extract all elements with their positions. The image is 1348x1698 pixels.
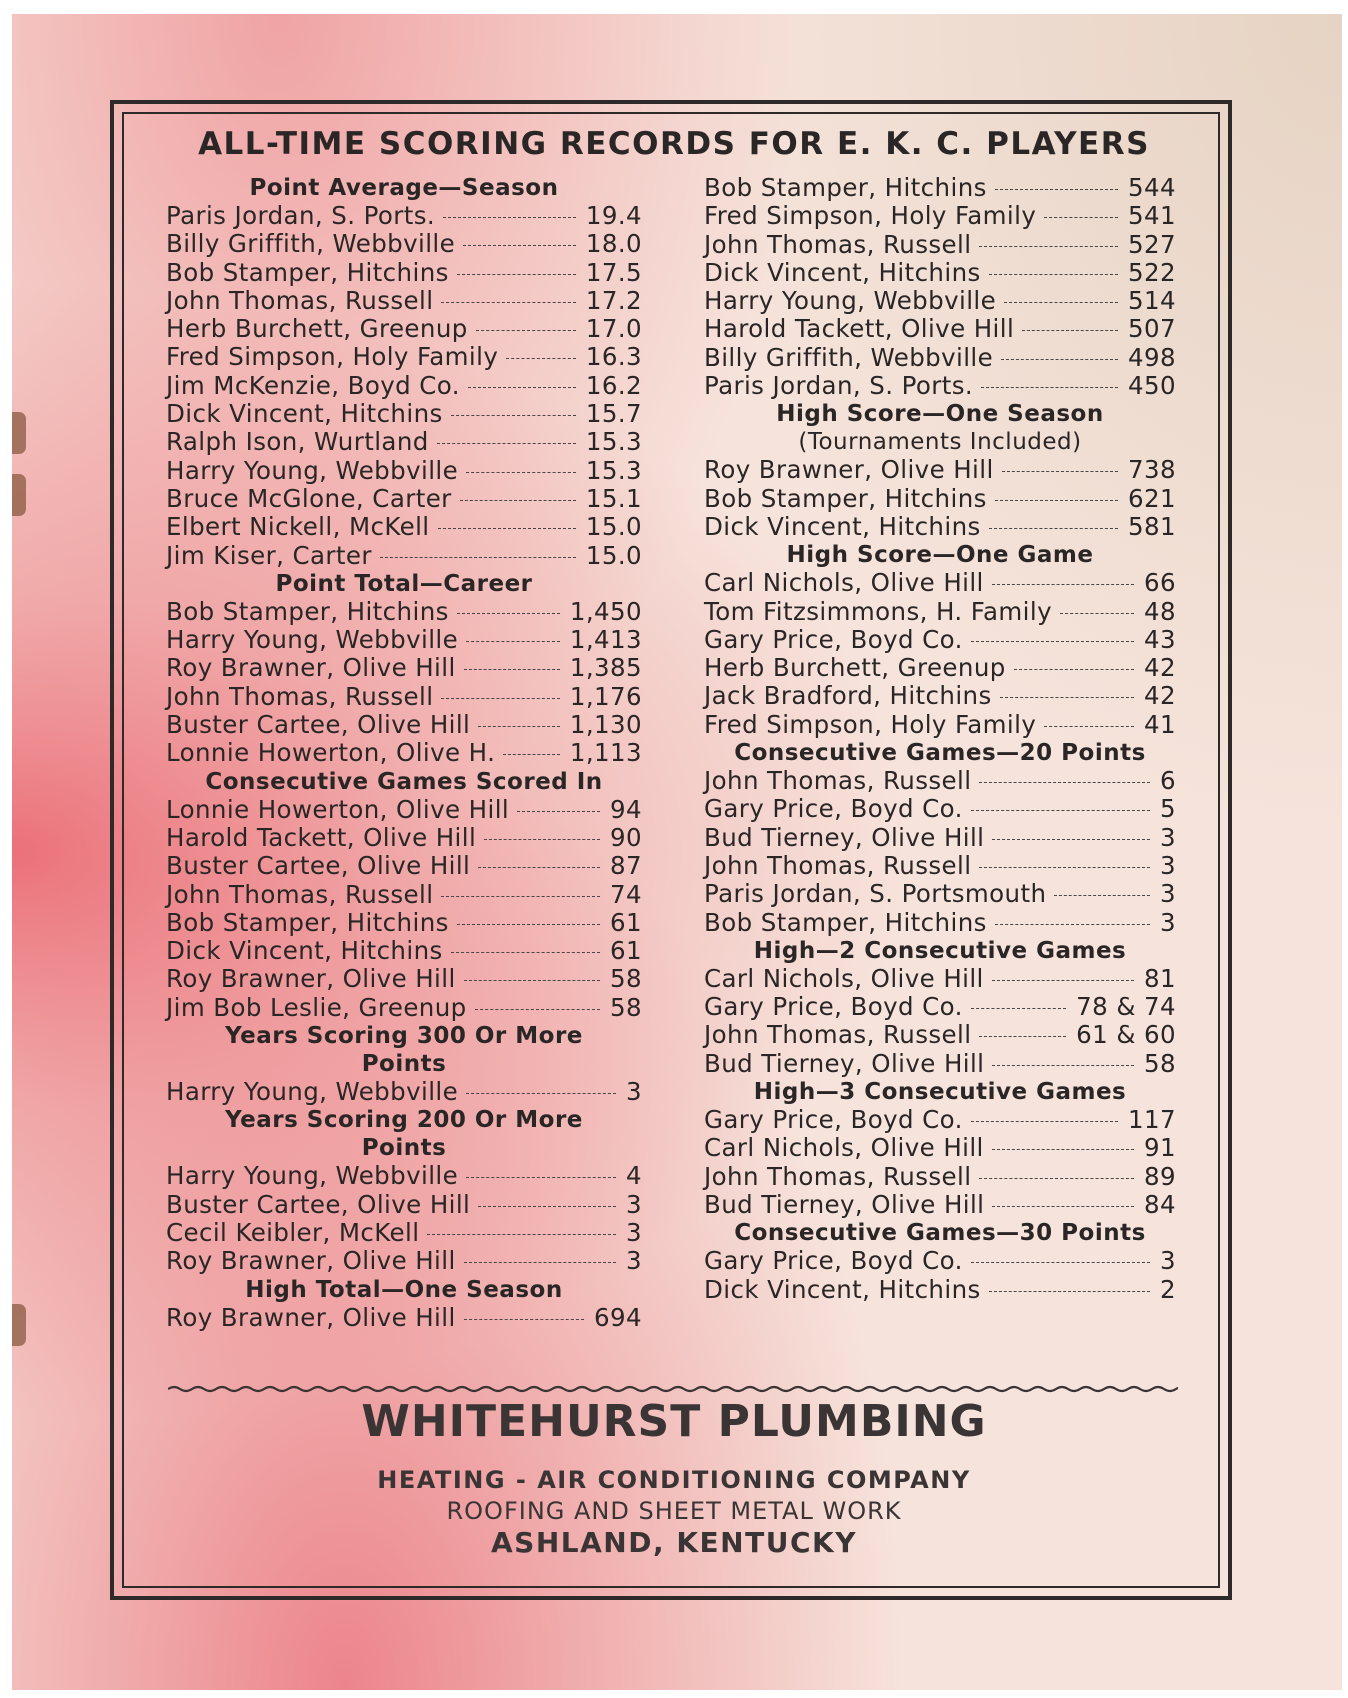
record-value: 91 bbox=[1144, 1133, 1176, 1163]
record-row bbox=[166, 965, 642, 993]
leader-dots bbox=[466, 641, 560, 642]
record-value: 522 bbox=[1128, 257, 1176, 287]
record-row bbox=[166, 1247, 642, 1275]
left-column bbox=[166, 174, 642, 1332]
record-value: 41 bbox=[1144, 709, 1176, 739]
record-value: 17.2 bbox=[585, 285, 642, 315]
player-name: Jim Kiser, Carter bbox=[166, 540, 372, 570]
record-row bbox=[704, 1276, 1176, 1304]
leader-dots bbox=[971, 1262, 1150, 1263]
record-value: 507 bbox=[1128, 314, 1176, 344]
record-row bbox=[166, 1162, 642, 1190]
record-row bbox=[166, 372, 642, 400]
leader-dots bbox=[1022, 330, 1118, 331]
record-value: 738 bbox=[1128, 455, 1176, 485]
player-name: John Thomas, Russell bbox=[166, 681, 434, 711]
record-row bbox=[704, 1247, 1176, 1275]
record-row bbox=[704, 1021, 1176, 1049]
record-value: 3 bbox=[1160, 850, 1176, 880]
player-name: Paris Jordan, S. Portsmouth bbox=[704, 879, 1047, 909]
leader-dots bbox=[464, 669, 560, 670]
player-name: Harold Tackett, Olive Hill bbox=[166, 822, 477, 852]
player-name: Dick Vincent, Hitchins bbox=[166, 399, 443, 429]
record-row bbox=[166, 315, 642, 343]
record-row bbox=[704, 626, 1176, 654]
record-row bbox=[166, 457, 642, 485]
ad-services-secondary: ROOFING AND SHEET METAL WORK bbox=[446, 1497, 902, 1525]
section-header: High Total—One Season bbox=[245, 1276, 563, 1303]
record-value: 15.0 bbox=[585, 540, 642, 570]
record-value: 15.1 bbox=[585, 483, 642, 513]
record-row bbox=[166, 739, 642, 767]
record-row bbox=[166, 542, 642, 570]
leader-dots bbox=[463, 245, 576, 246]
record-row bbox=[166, 259, 642, 287]
player-name: Herb Burchett, Greenup bbox=[704, 653, 1006, 683]
record-row bbox=[704, 1163, 1176, 1191]
player-name: Paris Jordan, S. Ports. bbox=[704, 371, 974, 401]
player-name: Roy Brawner, Olive Hill bbox=[166, 964, 456, 994]
section-subheader: (Tournaments Included) bbox=[798, 429, 1082, 456]
record-value: 43 bbox=[1144, 624, 1176, 654]
record-value: 581 bbox=[1128, 511, 1176, 541]
section-header-continued: Points bbox=[361, 1051, 447, 1078]
record-row bbox=[166, 852, 642, 880]
record-row bbox=[166, 994, 642, 1022]
record-row bbox=[166, 683, 642, 711]
player-name: Carl Nichols, Olive Hill bbox=[704, 1133, 984, 1163]
player-name: Jim McKenzie, Boyd Co. bbox=[166, 370, 460, 400]
record-value: 3 bbox=[626, 1189, 642, 1219]
record-row bbox=[704, 315, 1176, 343]
player-name: John Thomas, Russell bbox=[704, 1020, 972, 1050]
section-header: Consecutive Games Scored In bbox=[205, 768, 603, 795]
player-name: Elbert Nickell, McKell bbox=[166, 512, 430, 542]
record-row bbox=[166, 202, 642, 230]
section-header: Consecutive Games—20 Points bbox=[734, 740, 1146, 767]
record-row bbox=[704, 909, 1176, 937]
record-row bbox=[166, 1191, 642, 1219]
player-name: Harold Tackett, Olive Hill bbox=[704, 314, 1015, 344]
player-name: Gary Price, Boyd Co. bbox=[704, 624, 963, 654]
leader-dots bbox=[1054, 895, 1150, 896]
player-name: Bruce McGlone, Carter bbox=[166, 483, 452, 513]
record-row bbox=[166, 230, 642, 258]
leader-dots bbox=[437, 443, 576, 444]
record-value: 58 bbox=[1144, 1048, 1176, 1078]
leader-dots bbox=[971, 810, 1150, 811]
leader-dots bbox=[981, 387, 1118, 388]
record-value: 19.4 bbox=[585, 201, 642, 230]
record-row bbox=[704, 711, 1176, 739]
binder-ring bbox=[12, 474, 26, 516]
player-name: Bob Stamper, Hitchins bbox=[166, 596, 449, 626]
leader-dots bbox=[995, 924, 1150, 925]
record-value: 16.3 bbox=[585, 342, 642, 372]
record-row bbox=[704, 824, 1176, 852]
leader-dots bbox=[979, 1036, 1066, 1037]
record-row bbox=[704, 259, 1176, 287]
record-row bbox=[704, 569, 1176, 597]
record-row bbox=[704, 513, 1176, 541]
record-value: 94 bbox=[610, 794, 642, 824]
leader-dots bbox=[989, 1291, 1150, 1292]
leader-dots bbox=[1044, 217, 1118, 218]
ad-location: ASHLAND, KENTUCKY bbox=[491, 1526, 857, 1559]
record-value: 90 bbox=[610, 822, 642, 852]
record-row bbox=[166, 598, 642, 626]
record-row bbox=[704, 1106, 1176, 1134]
record-value: 48 bbox=[1144, 596, 1176, 626]
record-value: 1,113 bbox=[569, 738, 642, 768]
player-name: Gary Price, Boyd Co. bbox=[704, 992, 963, 1022]
record-row bbox=[166, 343, 642, 371]
page-title: ALL-TIME SCORING RECORDS FOR E. K. C. PLAYERS bbox=[198, 126, 1150, 162]
player-name: Buster Cartee, Olive Hill bbox=[166, 710, 471, 740]
leader-dots bbox=[476, 330, 576, 331]
record-row bbox=[166, 909, 642, 937]
leader-dots bbox=[468, 387, 576, 388]
record-value: 6 bbox=[1160, 766, 1176, 796]
player-name: John Thomas, Russell bbox=[166, 879, 434, 909]
player-name: Fred Simpson, Holy Family bbox=[704, 201, 1037, 231]
record-row bbox=[704, 767, 1176, 795]
record-value: 1,413 bbox=[569, 625, 642, 655]
player-name: Billy Griffith, Webbville bbox=[704, 342, 994, 372]
player-name: Bob Stamper, Hitchins bbox=[166, 257, 449, 287]
leader-dots bbox=[441, 896, 600, 897]
record-row bbox=[166, 881, 642, 909]
record-value: 1,450 bbox=[569, 596, 642, 626]
record-row bbox=[166, 400, 642, 428]
leader-dots bbox=[1044, 726, 1134, 727]
player-name: Roy Brawner, Olive Hill bbox=[166, 1302, 456, 1332]
leader-dots bbox=[457, 274, 576, 275]
player-name: Dick Vincent, Hitchins bbox=[704, 1274, 981, 1304]
leader-dots bbox=[992, 584, 1134, 585]
record-row bbox=[166, 287, 642, 315]
player-name: Bob Stamper, Hitchins bbox=[704, 907, 987, 937]
player-name: John Thomas, Russell bbox=[704, 1161, 972, 1191]
player-name: Gary Price, Boyd Co. bbox=[704, 794, 963, 824]
player-name: Bob Stamper, Hitchins bbox=[704, 173, 987, 202]
leader-dots bbox=[478, 726, 560, 727]
record-row bbox=[166, 711, 642, 739]
record-value: 17.0 bbox=[585, 314, 642, 344]
leader-dots bbox=[1000, 697, 1134, 698]
record-value: 58 bbox=[610, 992, 642, 1022]
player-name: Paris Jordan, S. Ports. bbox=[166, 201, 436, 230]
record-value: 621 bbox=[1128, 483, 1176, 513]
player-name: Roy Brawner, Olive Hill bbox=[166, 1246, 456, 1276]
record-value: 16.2 bbox=[585, 370, 642, 400]
leader-dots bbox=[1001, 359, 1118, 360]
leader-dots bbox=[464, 1319, 584, 1320]
record-value: 74 bbox=[610, 879, 642, 909]
section-header: High—3 Consecutive Games bbox=[753, 1079, 1127, 1106]
record-row bbox=[704, 485, 1176, 513]
record-value: 18.0 bbox=[585, 229, 642, 259]
record-value: 81 bbox=[1144, 963, 1176, 993]
player-name: Fred Simpson, Holy Family bbox=[704, 709, 1037, 739]
leader-dots bbox=[478, 1206, 616, 1207]
leader-dots bbox=[989, 274, 1118, 275]
record-row bbox=[166, 937, 642, 965]
record-row bbox=[704, 287, 1176, 315]
record-value: 61 bbox=[610, 936, 642, 966]
player-name: John Thomas, Russell bbox=[704, 850, 972, 880]
record-row bbox=[704, 1134, 1176, 1162]
binder-ring bbox=[12, 1304, 26, 1346]
player-name: Bob Stamper, Hitchins bbox=[166, 907, 449, 937]
player-name: Carl Nichols, Olive Hill bbox=[704, 963, 984, 993]
record-value: 87 bbox=[610, 851, 642, 881]
player-name: Gary Price, Boyd Co. bbox=[704, 1246, 963, 1276]
record-row bbox=[166, 1304, 642, 1332]
player-name: John Thomas, Russell bbox=[704, 229, 972, 259]
player-name: Herb Burchett, Greenup bbox=[166, 314, 468, 344]
player-name: Jim Bob Leslie, Greenup bbox=[166, 992, 467, 1022]
record-value: 17.5 bbox=[585, 257, 642, 287]
leader-dots bbox=[995, 189, 1118, 190]
leader-dots bbox=[503, 754, 560, 755]
leader-dots bbox=[1004, 302, 1118, 303]
leader-dots bbox=[1060, 613, 1134, 614]
record-row bbox=[704, 344, 1176, 372]
record-row bbox=[704, 654, 1176, 682]
record-row bbox=[166, 513, 642, 541]
section-header: High Score—One Season bbox=[776, 401, 1104, 428]
player-name: John Thomas, Russell bbox=[704, 766, 972, 796]
player-name: Dick Vincent, Hitchins bbox=[166, 936, 443, 966]
record-value: 15.7 bbox=[585, 399, 642, 429]
record-row bbox=[166, 796, 642, 824]
right-column bbox=[704, 174, 1176, 1304]
player-name: Harry Young, Webbville bbox=[166, 625, 459, 655]
record-value: 3 bbox=[1160, 1246, 1176, 1276]
record-row bbox=[704, 598, 1176, 626]
player-name: Harry Young, Webbville bbox=[166, 455, 459, 485]
record-row bbox=[704, 202, 1176, 230]
player-name: Harry Young, Webbville bbox=[166, 1077, 459, 1107]
player-name: John Thomas, Russell bbox=[166, 285, 434, 315]
leader-dots bbox=[466, 1177, 616, 1178]
record-value: 3 bbox=[626, 1246, 642, 1276]
record-value: 1,130 bbox=[569, 710, 642, 740]
record-row bbox=[704, 852, 1176, 880]
player-name: Cecil Keibler, McKell bbox=[166, 1217, 420, 1247]
section-header: Point Total—Career bbox=[275, 570, 533, 597]
leader-dots bbox=[457, 924, 600, 925]
binder-ring bbox=[12, 412, 26, 454]
section-header: High Score—One Game bbox=[786, 542, 1094, 569]
leader-dots bbox=[517, 811, 600, 812]
record-row bbox=[704, 456, 1176, 484]
leader-dots bbox=[475, 1009, 600, 1010]
record-row bbox=[166, 1078, 642, 1106]
leader-dots bbox=[460, 500, 576, 501]
record-value: 1,385 bbox=[569, 653, 642, 683]
record-value: 42 bbox=[1144, 653, 1176, 683]
leader-dots bbox=[992, 839, 1150, 840]
player-name: Roy Brawner, Olive Hill bbox=[704, 455, 994, 485]
record-value: 3 bbox=[1160, 822, 1176, 852]
leader-dots bbox=[992, 1206, 1134, 1207]
leader-dots bbox=[992, 1149, 1134, 1150]
player-name: Bud Tierney, Olive Hill bbox=[704, 1048, 985, 1078]
leader-dots bbox=[438, 528, 576, 529]
leader-dots bbox=[506, 358, 576, 359]
record-value: 15.3 bbox=[585, 427, 642, 457]
player-name: Billy Griffith, Webbville bbox=[166, 229, 456, 259]
leader-dots bbox=[380, 557, 576, 558]
record-row bbox=[704, 231, 1176, 259]
record-value: 3 bbox=[1160, 879, 1176, 909]
player-name: Lonnie Howerton, Olive H. bbox=[166, 738, 496, 768]
player-name: Bud Tierney, Olive Hill bbox=[704, 822, 985, 852]
leader-dots bbox=[457, 613, 560, 614]
record-value: 3 bbox=[626, 1217, 642, 1247]
leader-dots bbox=[441, 302, 575, 303]
section-header: Consecutive Games—30 Points bbox=[734, 1220, 1146, 1247]
record-row bbox=[166, 654, 642, 682]
section-header: Years Scoring 200 Or More bbox=[225, 1107, 583, 1134]
record-value: 3 bbox=[626, 1077, 642, 1107]
leader-dots bbox=[979, 1178, 1134, 1179]
record-row bbox=[704, 965, 1176, 993]
record-value: 2 bbox=[1160, 1274, 1176, 1304]
player-name: Ralph Ison, Wurtland bbox=[166, 427, 429, 457]
record-value: 5 bbox=[1160, 794, 1176, 824]
record-value: 78 & 74 bbox=[1076, 992, 1176, 1022]
record-value: 498 bbox=[1128, 342, 1176, 372]
wavy-divider bbox=[168, 1384, 1178, 1394]
player-name: Tom Fitzsimmons, H. Family bbox=[704, 596, 1052, 626]
leader-dots bbox=[971, 641, 1134, 642]
record-value: 694 bbox=[594, 1302, 642, 1332]
player-name: Buster Cartee, Olive Hill bbox=[166, 1189, 471, 1219]
leader-dots bbox=[484, 839, 600, 840]
leader-dots bbox=[451, 952, 600, 953]
record-value: 42 bbox=[1144, 681, 1176, 711]
record-row bbox=[704, 993, 1176, 1021]
record-value: 3 bbox=[1160, 907, 1176, 937]
leader-dots bbox=[1014, 669, 1134, 670]
player-name: Gary Price, Boyd Co. bbox=[704, 1105, 963, 1135]
record-row bbox=[704, 682, 1176, 710]
record-row bbox=[704, 1191, 1176, 1219]
leader-dots bbox=[1002, 471, 1118, 472]
section-header: Point Average—Season bbox=[249, 175, 559, 201]
record-value: 450 bbox=[1128, 371, 1176, 401]
leader-dots bbox=[989, 528, 1118, 529]
record-value: 544 bbox=[1128, 173, 1176, 202]
leader-dots bbox=[979, 782, 1150, 783]
leader-dots bbox=[464, 1262, 616, 1263]
record-row bbox=[166, 824, 642, 852]
record-value: 89 bbox=[1144, 1161, 1176, 1191]
leader-dots bbox=[971, 1008, 1066, 1009]
leader-dots bbox=[971, 1121, 1118, 1122]
player-name: Buster Cartee, Olive Hill bbox=[166, 851, 471, 881]
record-row bbox=[704, 1050, 1176, 1078]
leader-dots bbox=[995, 500, 1118, 501]
player-name: Dick Vincent, Hitchins bbox=[704, 511, 981, 541]
player-name: Fred Simpson, Holy Family bbox=[166, 342, 499, 372]
record-value: 1,176 bbox=[569, 681, 642, 711]
leader-dots bbox=[464, 980, 600, 981]
record-row bbox=[704, 372, 1176, 400]
section-header-continued: Points bbox=[361, 1135, 447, 1162]
record-row bbox=[166, 626, 642, 654]
record-value: 15.0 bbox=[585, 512, 642, 542]
player-name: Jack Bradford, Hitchins bbox=[704, 681, 992, 711]
ad-company-name: WHITEHURST PLUMBING bbox=[361, 1396, 987, 1447]
record-value: 58 bbox=[610, 964, 642, 994]
leader-dots bbox=[451, 415, 576, 416]
record-value: 61 bbox=[610, 907, 642, 937]
leader-dots bbox=[478, 867, 600, 868]
record-value: 15.3 bbox=[585, 455, 642, 485]
player-name: Bud Tierney, Olive Hill bbox=[704, 1189, 985, 1219]
record-value: 514 bbox=[1128, 286, 1176, 316]
record-row bbox=[704, 795, 1176, 823]
leader-dots bbox=[979, 867, 1150, 868]
record-row bbox=[166, 485, 642, 513]
player-name: Bob Stamper, Hitchins bbox=[704, 483, 987, 513]
record-row bbox=[166, 428, 642, 456]
leader-dots bbox=[979, 246, 1118, 247]
leader-dots bbox=[443, 217, 576, 218]
record-value: 541 bbox=[1128, 201, 1176, 231]
ad-services: HEATING - AIR CONDITIONING COMPANY bbox=[377, 1466, 971, 1494]
player-name: Dick Vincent, Hitchins bbox=[704, 257, 981, 287]
leader-dots bbox=[427, 1234, 616, 1235]
record-value: 61 & 60 bbox=[1076, 1020, 1176, 1050]
record-value: 66 bbox=[1144, 568, 1176, 598]
section-header: High—2 Consecutive Games bbox=[753, 937, 1127, 964]
player-name: Roy Brawner, Olive Hill bbox=[166, 653, 456, 683]
leader-dots bbox=[466, 1093, 616, 1094]
record-row bbox=[704, 880, 1176, 908]
player-name: Lonnie Howerton, Olive Hill bbox=[166, 794, 510, 824]
leader-dots bbox=[441, 698, 559, 699]
player-name: Carl Nichols, Olive Hill bbox=[704, 568, 984, 598]
record-row bbox=[704, 174, 1176, 202]
player-name: Harry Young, Webbville bbox=[166, 1161, 459, 1191]
player-name: Harry Young, Webbville bbox=[704, 286, 997, 316]
section-header: Years Scoring 300 Or More bbox=[225, 1023, 583, 1050]
record-row bbox=[166, 1219, 642, 1247]
record-value: 527 bbox=[1128, 229, 1176, 259]
leader-dots bbox=[992, 1065, 1134, 1066]
leader-dots bbox=[466, 472, 576, 473]
leader-dots bbox=[992, 980, 1134, 981]
record-value: 84 bbox=[1144, 1189, 1176, 1219]
record-value: 117 bbox=[1128, 1105, 1176, 1135]
record-value: 4 bbox=[626, 1161, 642, 1191]
